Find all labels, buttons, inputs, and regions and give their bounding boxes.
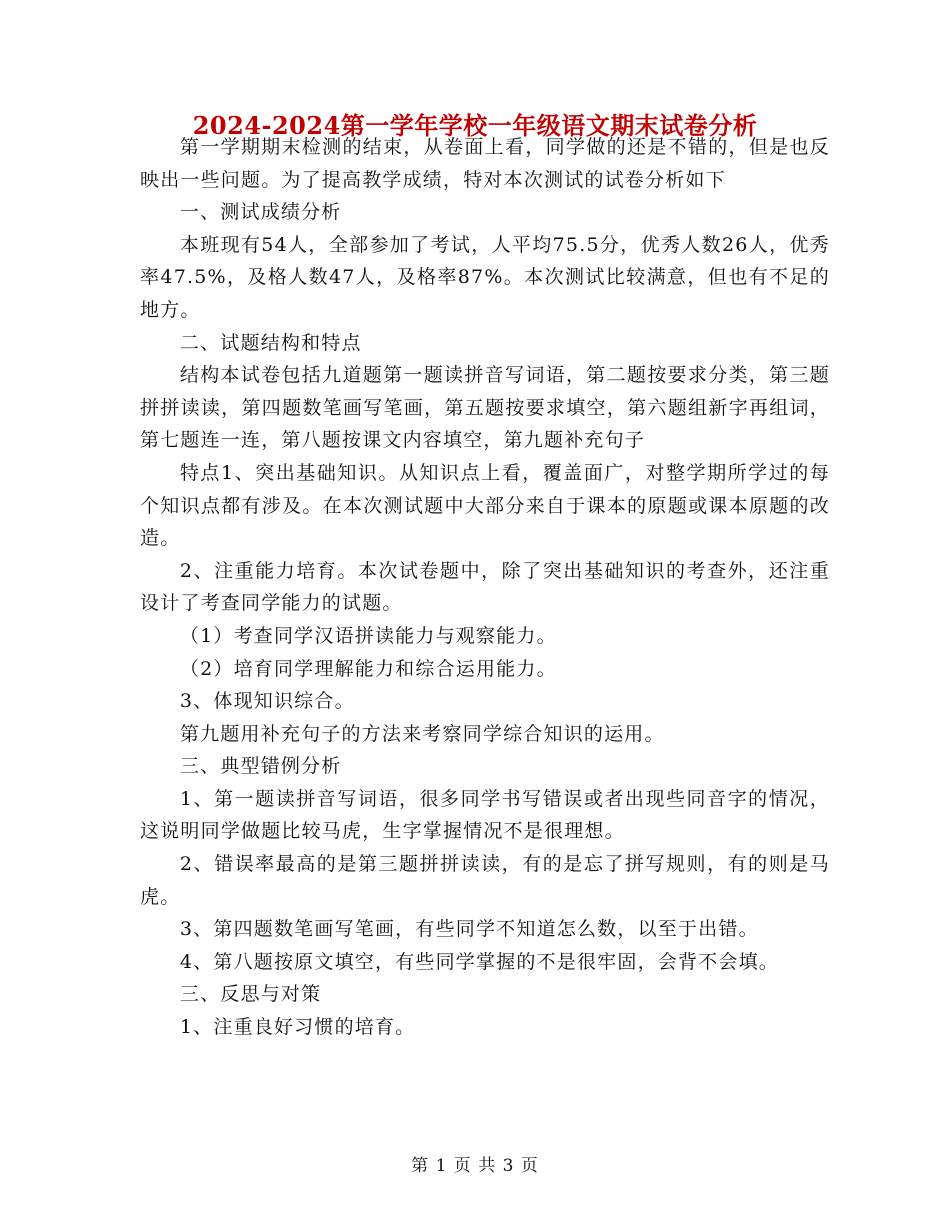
- feature-2-paragraph: 2、注重能力培育。本次试卷题中，除了突出基础知识的考查外，还注重设计了考查同学能力的试题。: [140, 559, 830, 615]
- feature-3-paragraph: 3、体现知识综合。: [179, 690, 355, 713]
- feature-1-paragraph: 特点1、突出基础知识。从知识点上看，覆盖面广，对整学期所学过的每个知识点都有涉及。在本次测试题中大部分来自于课本的原题或课本原题的改造。: [140, 461, 830, 550]
- section-heading-error-analysis: 三、典型错例分析: [179, 755, 342, 778]
- score-paragraph: 本班现有54人，全部参加了考试，人平均75.5分，优秀人数26人，优秀率47.5%，及格人数47人，及格率87%。本次测试比较满意，但也有不足的地方。: [140, 233, 830, 321]
- section-heading-score-analysis: 一、测试成绩分析: [179, 201, 342, 224]
- error-2-paragraph: 2、错误率最高的是第三题拼拼读读，有的是忘了拼写规则，有的则是马虎。: [140, 853, 830, 908]
- error-3-paragraph: 3、第四题数笔画写笔画，有些同学不知道怎么数，以至于出错。: [179, 918, 759, 941]
- document-title: 2024-2024第一学年学校一年级语文期末试卷分析: [192, 111, 758, 140]
- section-heading-reflection: 三、反思与对策: [179, 983, 322, 1006]
- document-body: [140, 131, 830, 1044]
- feature-2-item-2: （2）培育同学理解能力和综合运用能力。: [179, 657, 557, 680]
- feature-3-detail: 第九题用补充句子的方法来考察同学综合知识的运用。: [179, 722, 665, 745]
- error-1-paragraph: 1、第一题读拼音写词语，很多同学书写错误或者出现些同音字的情况，这说明同学做题比较马虎，生字掌握情况不是很理想。: [140, 787, 830, 843]
- feature-2-item-1: （1）考查同学汉语拼读能力与观察能力。: [179, 624, 557, 647]
- intro-paragraph: 第一学期期末检测的结束，从卷面上看，同学做的还是不错的，但是也反映出一些问题。为了提高教学成绩，特对本次测试的试卷分析如下: [140, 136, 830, 191]
- structure-paragraph: 结构本试卷包括九道题第一题读拼音写词语，第二题按要求分类，第三题拼拼读读，第四题数笔画写笔画，第五题按要求填空，第六题组新字再组词，第七题连一连，第八题按课文内容填空，第九题补充句子: [140, 364, 830, 452]
- reflection-1-paragraph: 1、注重良好习惯的培育。: [179, 1016, 416, 1039]
- page-number-footer: 第 1 页 共 3 页: [411, 1156, 539, 1176]
- error-4-paragraph: 4、第八题按原文填空，有些同学掌握的不是很牢固，会背不会填。: [179, 950, 779, 973]
- section-heading-structure: 二、试题结构和特点: [179, 331, 362, 354]
